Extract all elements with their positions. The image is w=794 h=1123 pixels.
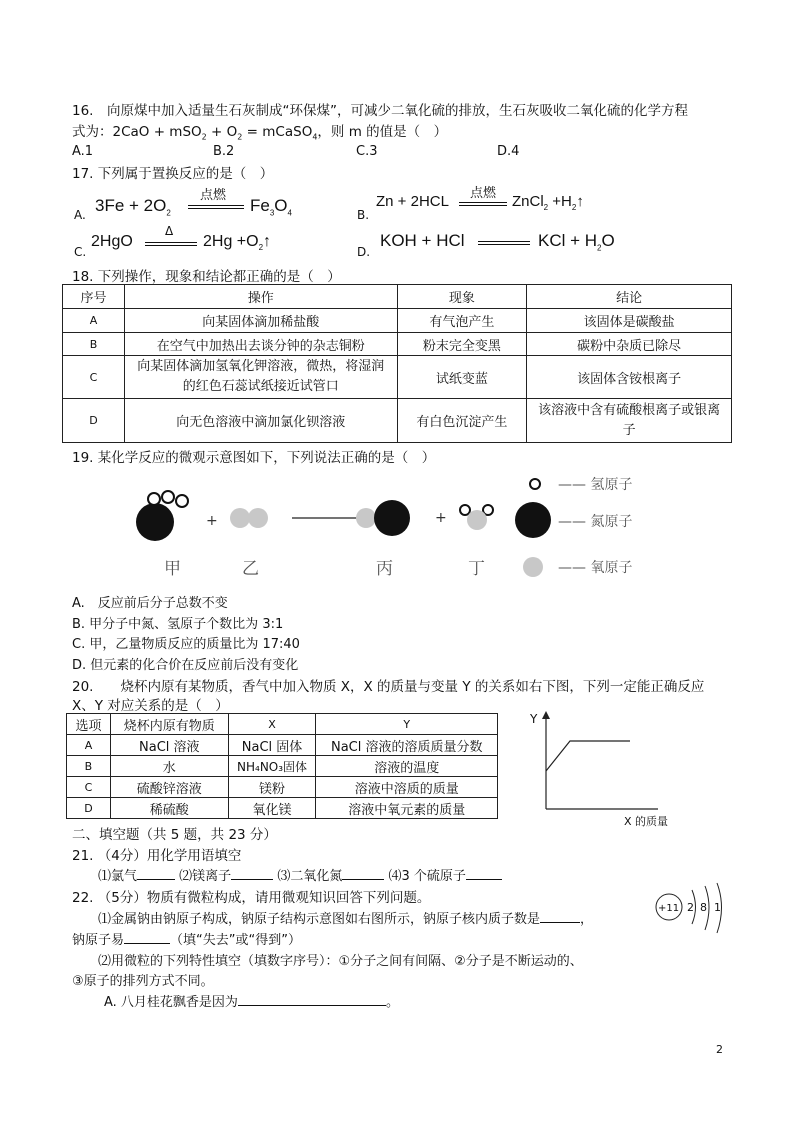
table-cell: 试纸变蓝 bbox=[397, 356, 527, 399]
q17-option-d-letter[interactable]: D. bbox=[357, 245, 371, 259]
q19-option-b[interactable]: B. 甲分子中氮、氢原子个数比为 3:1 bbox=[72, 617, 284, 632]
answer-blank[interactable] bbox=[342, 879, 384, 880]
label-ding: 丁 bbox=[468, 559, 485, 579]
shell-electrons: 8 bbox=[700, 901, 707, 914]
table-row bbox=[67, 756, 498, 777]
table-cell: 有白色沉淀产生 bbox=[397, 399, 527, 443]
q17-a-equals bbox=[188, 205, 244, 209]
table-row bbox=[63, 356, 732, 399]
table-cell: 向无色溶液中滴加氯化钡溶液 bbox=[124, 399, 397, 443]
table-cell: 溶液中氧元素的质量 bbox=[316, 798, 498, 819]
q17-b-equals bbox=[459, 202, 507, 206]
q16-option-a[interactable]: A.1 bbox=[72, 144, 94, 159]
table-header: 烧杯内原有物质 bbox=[110, 714, 228, 735]
table-cell: D bbox=[67, 798, 111, 819]
q19-stem: 19. 某化学反应的微观示意图如下，下列说法正确的是（ ） bbox=[72, 450, 436, 466]
q22-part1: ⑴金属钠由钠原子构成，钠原子结构示意图如右图所示，钠原子核内质子数是 ， bbox=[98, 912, 594, 927]
label-bing: 丙 bbox=[376, 559, 393, 579]
q17-d-lhs: KOH + HCl bbox=[380, 231, 465, 250]
table-cell: 氧化镁 bbox=[228, 798, 316, 819]
q20-graph bbox=[520, 705, 670, 830]
q17-option-a-letter[interactable]: A. bbox=[74, 208, 86, 222]
q17-c-lhs: 2HgO bbox=[91, 233, 133, 250]
q17-b-lhs: Zn + 2HCL bbox=[376, 193, 449, 210]
table-header: 选项 bbox=[67, 714, 111, 735]
q16-line1: 16. 向原煤中加入适量生石灰制成“环保煤”，可减少二氧化硫的排放，生石灰吸收二氧化硫的化学方程 bbox=[72, 103, 688, 119]
table-row bbox=[63, 333, 732, 356]
q16-line2: 式为：$2CaO + mSO_2 + O_2$ = mCaSO$_4$，则 m 的值是（ ） bbox=[72, 124, 448, 142]
answer-blank[interactable] bbox=[137, 879, 175, 880]
label-jia: 甲 bbox=[164, 559, 181, 579]
answer-blank[interactable] bbox=[466, 879, 502, 880]
table-cell: 溶液的温度 bbox=[316, 756, 498, 777]
table-cell: 该固体含铵根离子 bbox=[527, 356, 732, 399]
molecule-ding bbox=[460, 505, 493, 530]
label-yi: 乙 bbox=[242, 559, 259, 579]
table-cell: C bbox=[67, 777, 111, 798]
nucleus-charge: +11 bbox=[658, 903, 680, 914]
q17-b-rhs: ZnCl$_2$ $+H_2↑$ bbox=[512, 193, 584, 212]
plus-sign: + bbox=[206, 513, 218, 529]
table-cell: D bbox=[63, 399, 125, 443]
graph-y-label: Y bbox=[530, 712, 538, 726]
q20-table bbox=[66, 713, 498, 819]
graph-curve bbox=[546, 741, 630, 771]
table-cell: 溶液中溶质的质量 bbox=[316, 777, 498, 798]
q17-stem: 17. 下列属于置换反应的是（ ） bbox=[72, 166, 274, 182]
table-header: 操作 bbox=[124, 285, 397, 309]
table-cell: 水 bbox=[110, 756, 228, 777]
graph-x-label: X 的质量 bbox=[624, 815, 669, 828]
nitrogen-atom-icon bbox=[515, 502, 551, 538]
q17-c-condition: Δ bbox=[165, 224, 174, 238]
q19-option-c[interactable]: C. 甲，乙量物质反应的质量比为 17:40 bbox=[72, 637, 300, 652]
q16-option-d[interactable]: D.4 bbox=[497, 144, 520, 159]
table-cell: B bbox=[63, 333, 125, 356]
table-cell: 该固体是碳酸盐 bbox=[527, 309, 732, 333]
q16-option-b[interactable]: B.2 bbox=[213, 144, 235, 159]
table-cell: 向某固体滴加稀盐酸 bbox=[124, 309, 397, 333]
shell-electrons: 2 bbox=[687, 901, 694, 914]
table-header: 序号 bbox=[63, 285, 125, 309]
legend-nitrogen: —— 氮原子 bbox=[558, 514, 633, 530]
table-cell: A bbox=[63, 309, 125, 333]
q18-table bbox=[62, 284, 732, 443]
plus-sign: + bbox=[435, 510, 447, 526]
q20-stem-line2: X、Y 对应关系的是（ ） bbox=[72, 698, 229, 714]
table-cell: 在空气中加热出去谈分钟的杂志铜粉 bbox=[124, 333, 397, 356]
q19-option-d[interactable]: D. 但元素的化合价在反应前后没有变化 bbox=[72, 658, 299, 673]
q22-part1b: 钠原子易 （填“失去”或“得到”） bbox=[72, 933, 301, 948]
shell-electrons: 1 bbox=[714, 901, 721, 914]
table-cell: B bbox=[67, 756, 111, 777]
q21-stem: 21. （4分）用化学用语填空 bbox=[72, 848, 242, 864]
table-cell: 稀硫酸 bbox=[110, 798, 228, 819]
legend bbox=[515, 477, 632, 577]
molecule-bing bbox=[356, 500, 410, 536]
table-cell: 镁粉 bbox=[228, 777, 316, 798]
molecule-yi bbox=[230, 508, 268, 528]
q22-part2: ⑵用微粒的下列特性填空（填数字序号）：①分子之间有间隔、②分子是不断运动的、 bbox=[98, 954, 583, 969]
table-header: 结论 bbox=[527, 285, 732, 309]
legend-oxygen: —— 氧原子 bbox=[558, 560, 633, 576]
q21-blanks: ⑴氯气 ⑵镁离子 ⑶二氧化氮 ⑷3 个硫原子 bbox=[98, 865, 502, 884]
table-cell: NaCl 固体 bbox=[228, 735, 316, 756]
table-row bbox=[67, 798, 498, 819]
q17-a-lhs: $3Fe + 2O_2$ bbox=[95, 196, 171, 218]
q20-stem-line1: 20. 烧杯内原有某物质，香气中加入物质 X，X 的质量与变量 Y 的关系如右下图，下列一定能正确反应 bbox=[72, 679, 705, 695]
table-row bbox=[67, 777, 498, 798]
molecule-jia bbox=[136, 491, 188, 541]
q17-a-condition: 点燃 bbox=[200, 188, 227, 203]
legend-hydrogen: —— 氢原子 bbox=[558, 477, 633, 493]
table-cell: 粉末完全变黑 bbox=[397, 333, 527, 356]
q22-part2b: ③原子的排列方式不同。 bbox=[72, 974, 214, 989]
q18-stem: 18. 下列操作，现象和结论都正确的是（ ） bbox=[72, 269, 341, 285]
table-header-row bbox=[63, 285, 732, 309]
table-cell: NaCl 溶液 bbox=[110, 735, 228, 756]
q17-b-condition: 点燃 bbox=[470, 186, 497, 201]
section-title: 二、填空题（共 5 题，共 23 分） bbox=[72, 827, 277, 843]
sodium-atom-diagram bbox=[652, 880, 734, 942]
table-cell: 向某固体滴加氢氧化钾溶液，微热，将湿润的红色石蕊试纸接近试管口 bbox=[124, 356, 397, 399]
y-axis-arrow-icon bbox=[542, 711, 550, 719]
q16-option-c[interactable]: C.3 bbox=[356, 144, 378, 159]
q19-option-a[interactable]: A. 反应前后分子总数不变 bbox=[72, 596, 228, 611]
q17-c-equals bbox=[145, 242, 197, 246]
table-row bbox=[67, 735, 498, 756]
hydrogen-atom-icon bbox=[530, 479, 540, 489]
table-row bbox=[63, 399, 732, 443]
q17-option-c-letter[interactable]: C. bbox=[74, 245, 87, 259]
table-row bbox=[63, 309, 732, 333]
table-header-row bbox=[67, 714, 498, 735]
oxygen-atom-icon bbox=[523, 557, 543, 577]
answer-blank[interactable] bbox=[124, 943, 170, 944]
answer-blank[interactable] bbox=[231, 879, 273, 880]
table-cell: 硫酸锌溶液 bbox=[110, 777, 228, 798]
table-cell: C bbox=[63, 356, 125, 399]
table-cell: NaCl 溶液的溶质质量分数 bbox=[316, 735, 498, 756]
q17-d-equals bbox=[478, 241, 530, 245]
page-number: 2 bbox=[716, 1043, 723, 1056]
table-cell: A bbox=[67, 735, 111, 756]
table-cell: 碳粉中杂质已除尽 bbox=[527, 333, 732, 356]
answer-blank[interactable] bbox=[238, 1005, 386, 1006]
q19-micro-diagram bbox=[130, 470, 670, 585]
q17-a-rhs: $Fe_3O_4$ bbox=[250, 196, 292, 218]
q22-stem: 22. （5分）物质有微粒构成，请用微观知识回答下列问题。 bbox=[72, 890, 431, 906]
table-header: 现象 bbox=[397, 285, 527, 309]
table-cell: NH₄NO₃固体 bbox=[228, 756, 316, 777]
q17-d-rhs: KCl + $H_2O$ bbox=[538, 231, 615, 253]
q22-part2-a: A. 八月桂花飘香是因为 。 bbox=[104, 995, 399, 1010]
answer-blank[interactable] bbox=[540, 922, 580, 923]
q17-option-b-letter[interactable]: B. bbox=[357, 208, 370, 222]
table-header: Y bbox=[316, 714, 498, 735]
table-header: X bbox=[228, 714, 316, 735]
table-cell: 有气泡产生 bbox=[397, 309, 527, 333]
q17-c-rhs: $2Hg +O_2↑$ bbox=[203, 233, 272, 253]
table-cell: 该溶液中含有硫酸根离子或银离子 bbox=[527, 399, 732, 443]
